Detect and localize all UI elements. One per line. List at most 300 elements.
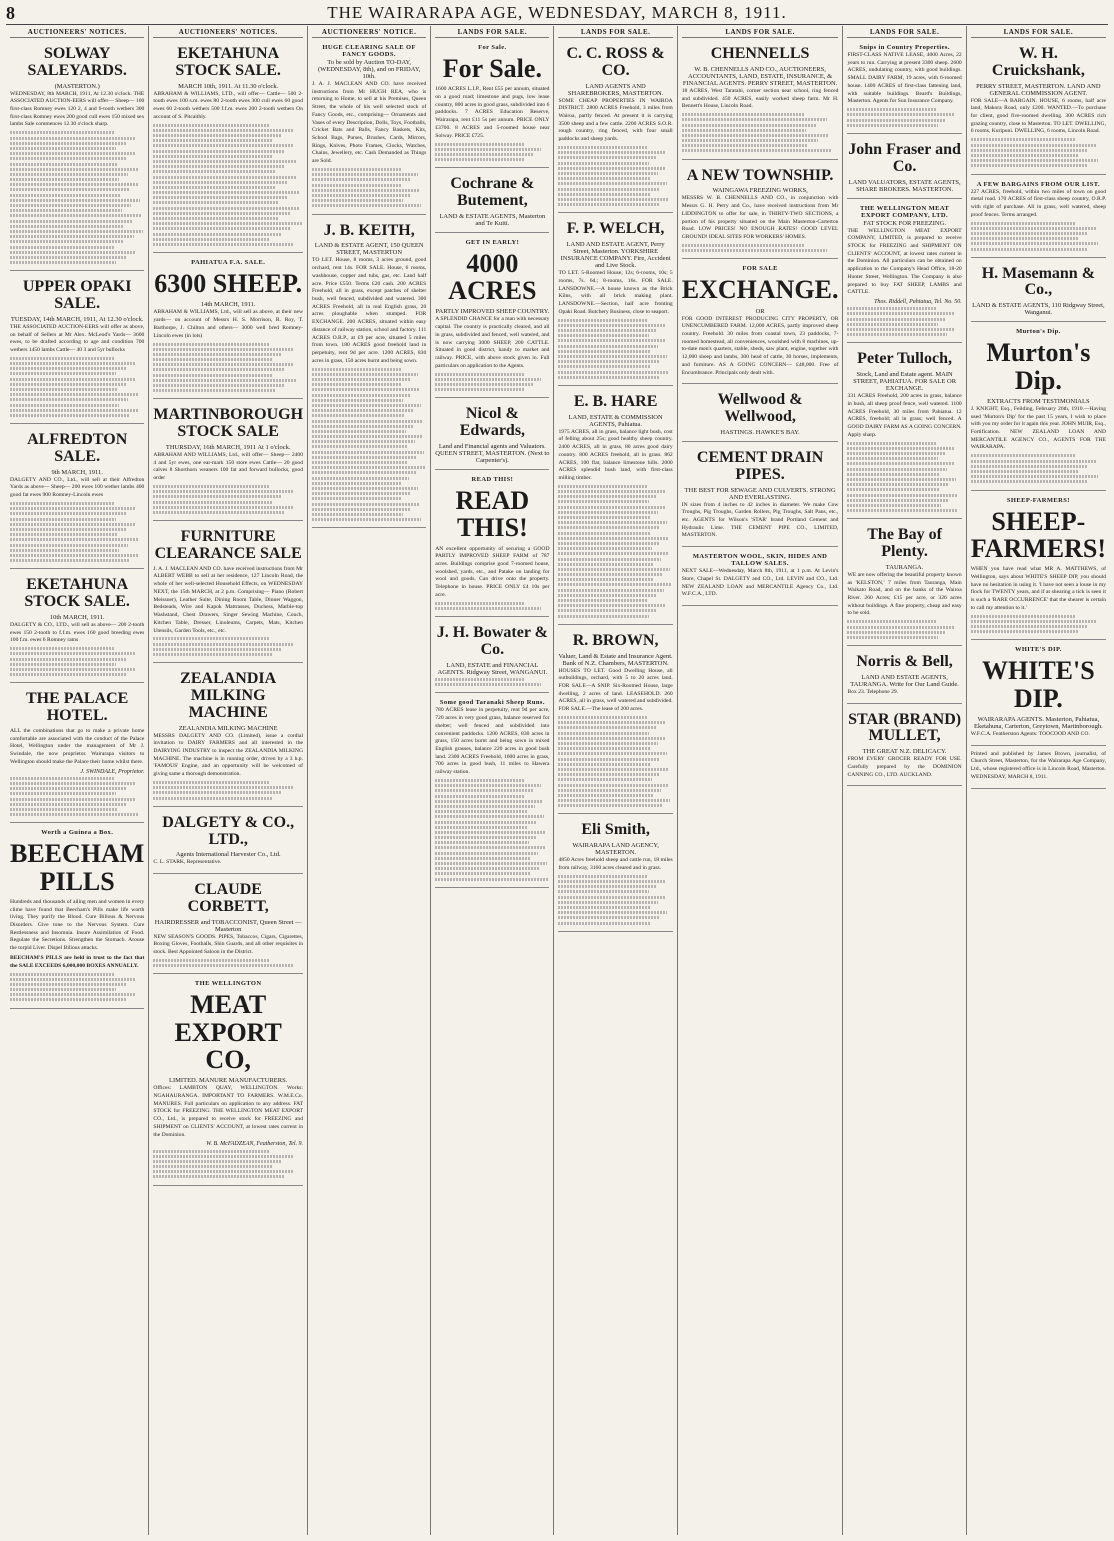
text-line: [682, 144, 807, 147]
ad-body: 1975 ACRES, all in grass, balance light bush, cost of felling about 25s; good healthy sheep country. 2400 ACRES, all in grass, 80 acres good dairy country. 800 ACRES freehold, all in grass. 862 ACRES, 100 flat, balance limestone hills. 2000 ACRES splendid bush land, with first-class milling timber.: [558, 428, 673, 481]
text-line: [558, 167, 665, 170]
text-line: [153, 129, 292, 132]
ad-heading: WHITE'S DIP.: [1014, 646, 1062, 654]
ad-tagline: BEECHAM'S PILLS are held in trust to the fact that the SALE EXCEEDS 6,000,000 BOXES ANNUALLY.: [10, 954, 145, 969]
text-line: [435, 846, 546, 849]
ad-heading: A NEW TOWNSHIP.: [686, 166, 834, 184]
text-line: [558, 799, 670, 802]
text-line: [558, 365, 651, 368]
text-line: [10, 554, 139, 557]
text-line: [10, 194, 120, 197]
filler-text-lines: [847, 108, 961, 127]
ad-body: ABRAHAM AND WILLIAMS, Ltd., will offer— Sheep— 2400 4 and 5yr ewes, one ear-mark 150 store ewes Cattle— 20 good calves 8 Shorthorn weaners 100 fat and forward bullocks, good order: [153, 451, 304, 482]
text-line: [153, 176, 297, 179]
ad-heading: H. Masemann & Co.,: [981, 264, 1096, 299]
text-line: [971, 620, 1097, 623]
filler-text-lines: [435, 143, 549, 162]
text-line: [312, 456, 416, 459]
text-line: [971, 154, 1078, 157]
ad-heading: Peter Tulloch,: [857, 350, 952, 368]
advertisement: [558, 216, 672, 386]
text-line: [558, 547, 652, 550]
advertisement: [971, 178, 1106, 258]
text-line: [10, 393, 138, 396]
text-line: [312, 425, 414, 428]
text-line: [10, 658, 126, 661]
filler-text-lines: [153, 343, 303, 393]
text-line: [435, 784, 541, 787]
text-line: [558, 371, 668, 374]
ad-display-text: 6300 SHEEP.: [154, 269, 303, 299]
text-line: [558, 916, 659, 919]
ad-subheading: EXTRACTS FROM TESTIMONIALS: [987, 397, 1090, 405]
text-line: [10, 409, 139, 412]
advertisement: [558, 628, 672, 815]
text-line: [558, 599, 647, 602]
advertisement: [847, 41, 961, 134]
advertisement: [847, 707, 961, 787]
text-line: [971, 138, 1077, 141]
text-line: [435, 373, 524, 376]
ad-subheading: ZEALANDIA MILKING MACHINE: [178, 724, 278, 732]
text-line: [847, 509, 958, 512]
text-line: [682, 118, 828, 121]
advertisement: [153, 877, 303, 974]
text-line: [971, 237, 1078, 240]
text-line: [558, 721, 664, 724]
filler-text-lines: [435, 779, 549, 881]
advertisement: [682, 550, 839, 606]
ad-subheading: PARTLY IMPROVED SHEEP COUNTRY.: [435, 308, 550, 316]
advertisement: [435, 41, 549, 168]
text-line: [558, 563, 653, 566]
ad-subheading: LAND, ESTATE and FINANCIAL AGENTS. Ridgway Street, WANGANUI.: [437, 661, 548, 676]
ad-display-text: EXCHANGE.: [681, 275, 839, 305]
ad-subheading: LAND & ESTATE AGENTS, 110 Ridgway Street, Wanganui.: [972, 302, 1105, 317]
text-line: [10, 209, 122, 212]
ad-signature: J. SWINDALE, Proprietor.: [80, 768, 145, 775]
text-line: [847, 333, 946, 336]
text-line: [847, 499, 949, 502]
ad-heading: PAHIATUA F.A. SALE.: [191, 259, 266, 267]
text-line: [558, 594, 655, 597]
text-line: [312, 189, 419, 192]
text-line: [558, 172, 657, 175]
text-line: [153, 379, 295, 382]
ad-body: IN sizes from 4 inches to 42 inches in diameter. We make Cow Troughs, Pig Troughs, Garden Rollers, Pig Troughs, Salt Pans, etc., etc. AGENTS for Wilson's 'STAR' brand Portland Cement and Hydraulic Lime. THE CEMENT PIPE CO., LIMITED, MASTERTON.: [681, 501, 839, 539]
text-line: [10, 178, 119, 181]
text-line: [10, 993, 136, 996]
filler-text-lines: [153, 124, 303, 246]
text-line: [312, 204, 421, 207]
text-line: [153, 227, 291, 230]
text-line: [558, 773, 660, 776]
text-line: [558, 880, 664, 883]
ad-body: Hundreds and thousands of ailing men and women in every clime have found that Beecham's Pills make life worth living. They purify the Blood. Cure Bilious & Nervous Disorders. Give tone to the Nervous System. Cure Restlessness and Insomnia. Insure Assimilation of Food. Regulate the Secretions. Strengthen the Stomach. Arouse the torpid Liver. Dispel Bilious attacks.: [10, 898, 145, 952]
text-line: [10, 512, 126, 515]
text-line: [10, 199, 140, 202]
column-6: [678, 26, 844, 1535]
text-line: [558, 568, 670, 571]
text-line: [10, 147, 116, 150]
advertisement: [435, 473, 549, 617]
text-line: [153, 186, 276, 189]
text-line: [971, 149, 1087, 152]
text-line: [10, 362, 135, 365]
text-line: [153, 495, 282, 498]
ad-heading: Eli Smith,: [581, 821, 650, 839]
text-line: [682, 134, 829, 137]
text-line: [558, 521, 667, 524]
text-line: [558, 589, 663, 592]
text-line: [10, 808, 117, 811]
text-line: [312, 394, 411, 397]
ad-signature: W. B. McFADZEAN, Featherston, Tel. 9.: [206, 1141, 304, 1148]
text-line: [153, 791, 282, 794]
column-header: LANDS FOR SALE.: [558, 26, 672, 38]
advertisement: [153, 524, 303, 663]
ad-subheading: HASTINGS. HAWKE'S BAY.: [720, 428, 800, 436]
filler-text-lines: [153, 485, 303, 514]
text-line: [153, 1170, 294, 1173]
ad-body: MESSRS W. B. CHENNELLS AND CO., in conjunction with Messrs G. H. Perry and Co., have received instructions from Mr LIDDINGTON to offer for sale, in THIRTY-TWO SECTIONS, a portion of his property situated on the Main Masterton-Carterton Road. LOW PRICES! NO ENOUGH RATES! GOOD LEVEL GROUND! IDEAL SITES FOR WORKERS' HOMES.: [681, 195, 839, 241]
text-line: [435, 795, 525, 798]
text-line: [153, 150, 283, 153]
text-line: [312, 168, 401, 171]
text-line: [682, 113, 804, 116]
text-line: [312, 199, 403, 202]
text-line: [153, 501, 271, 504]
ad-body: W.F.C.A. Featherston Agents: TOOCOOD AND CO.: [970, 730, 1090, 737]
text-line: [558, 532, 651, 535]
text-line: [10, 378, 136, 381]
text-line: [435, 867, 539, 870]
ad-heading: Nicol & Edwards,: [459, 405, 526, 440]
text-line: [558, 578, 654, 581]
text-line: [10, 792, 116, 795]
filler-text-lines: [971, 138, 1106, 167]
text-line: [10, 137, 135, 140]
text-line: [971, 470, 1078, 473]
text-line: [10, 518, 116, 521]
text-line: [435, 148, 541, 151]
text-line: [312, 508, 411, 511]
text-line: [435, 378, 541, 381]
text-line: [847, 307, 936, 310]
columns: [6, 26, 1110, 1535]
text-line: [312, 420, 422, 423]
ad-body: J. KNIGHT, Esq., Feilding, February 26th, 1910.—Having used 'Murton's Dip' for the past 15 years, I wish to place with you my order for it again this year. JOHN MUIR, Esq., Fortification. NEW ZEALAND LOAN AND MERCANTILE AGENCY CO., AGENTS FOR THE WAIRARAPA.: [970, 405, 1106, 451]
column-3: [308, 26, 431, 1535]
text-line: [10, 357, 115, 360]
text-line: [435, 872, 531, 875]
ad-heading: EKETAHUNA STOCK SALE.: [175, 45, 281, 79]
text-line: [847, 504, 941, 507]
text-line: [153, 490, 292, 493]
ad-body: A SPLENDID CHANCE for a man with necessary capital. The country is practically cleared, and all in grass, subdivided and fenced, well watered, and is now carrying 3000 SHEEP, 200 CATTLE. Situated in good district, handy to market and railway. PRICE, with above stock given in. Full particulars on application to the Agents.: [435, 316, 550, 369]
text-line: [435, 800, 542, 803]
ad-heading: GET IN EARLY!: [465, 238, 520, 246]
ad-heading: THE WELLINGTON: [194, 980, 262, 988]
text-line: [847, 447, 953, 450]
text-line: [847, 488, 940, 491]
ad-subheading: Stock, Land and Estate agent. MAIN STREET, PAHIATUA. FOR SALE OR EXCHANGE.: [853, 371, 957, 393]
filler-text-lines: [435, 602, 549, 610]
ad-heading: EKETAHUNA STOCK SALE.: [24, 576, 130, 611]
ad-heading: THE PALACE HOTEL.: [25, 690, 129, 725]
advertisement: [435, 171, 549, 233]
text-line: [558, 177, 649, 180]
ad-body: THE ASSOCIATED AUCTION-EERS will offer as above, on behalf of Sellers at Mr Alex. McLeod's Yards— 3600 ewes, to be drafted according to age and condition 700 wethers 1450 lambs Cattle— 40 3 and 5yr bullocks: [10, 323, 145, 353]
column-header: AUCTIONEERS' NOTICES.: [10, 26, 144, 38]
text-line: [847, 457, 937, 460]
column-8: [967, 26, 1110, 1535]
text-line: [312, 497, 402, 500]
text-line: [153, 212, 289, 215]
text-line: [435, 678, 524, 681]
ad-body: DALGETY & CO., LTD., will sell as above— 200 2-tooth ewes 150 2-tooth to f.f.m. ewes 160 good breeding ewes 100 f.m. ewes 6 Romney rams: [10, 621, 145, 644]
text-line: [153, 170, 274, 173]
filler-text-lines: [558, 319, 672, 379]
ad-body: Box 23. Telephone 29.: [847, 688, 899, 695]
ad-subheading: W. B. CHENNELLS AND CO., AUCTIONEERS, ACCOUNTANTS, LAND, ESTATE, INSURANCE, & FINANCIAL AGENTS. PERRY STREET, MASTERTON.: [682, 65, 838, 87]
advertisement: [153, 41, 303, 253]
text-line: [10, 544, 128, 547]
text-line: [847, 452, 945, 455]
ad-body: SOME CHEAP PROPERTIES IN WAIROA DISTRICT. 2800 ACRES Freehold, 3 miles from Wairoa, partly fenced. At present it is carrying 3500 sheep and a few cattle. 2200 ACRES S.O.R. rough country, ring fenced, with four small paddocks and sheep yards.: [558, 97, 673, 143]
advertisement: [10, 572, 144, 683]
text-line: [558, 542, 660, 545]
text-line: [847, 312, 953, 315]
advertisement: [153, 810, 303, 874]
text-line: [312, 471, 417, 474]
ad-subheading: LAND VALUATORS, ESTATE AGENTS, SHARE BROKERS. MASTERTON.: [848, 178, 961, 193]
ad-heading: MARTINBOROUGH STOCK SALE: [153, 406, 304, 441]
ad-body: C. L. STARK, Representative.: [153, 859, 222, 866]
text-line: [435, 789, 533, 792]
text-line: [10, 168, 138, 171]
text-line: [10, 230, 143, 233]
filler-text-lines: [558, 485, 672, 618]
text-line: [558, 319, 647, 322]
ad-subheading: LAND AND ESTATE AGENTS, TAURANGA. Write for Our Land Guide.: [850, 673, 959, 688]
text-line: [971, 615, 1077, 618]
ad-subheading: LAND & ESTATE AGENTS, Masterton and Te Kuiti.: [439, 212, 546, 227]
ad-body: 18 ACRES, West Taratahi, corner section near school, ring fenced and subdivided. 450 ACRES, easily worked sheep farm. Mr H. Bennett's House, Lincoln Road.: [681, 87, 839, 110]
filler-text-lines: [10, 647, 144, 676]
text-line: [435, 831, 545, 834]
text-line: [153, 348, 292, 351]
text-line: [558, 784, 669, 787]
ad-heading: Worth a Guinea a Box.: [41, 829, 114, 837]
text-line: [435, 383, 533, 386]
text-line: [558, 339, 665, 342]
filler-text-lines: [10, 973, 144, 1002]
text-line: [10, 507, 135, 510]
advertisement: [847, 522, 961, 646]
filler-text-lines: [312, 368, 426, 521]
text-line: [558, 516, 649, 519]
text-line: [971, 242, 1098, 245]
ad-body: J. A. J. MACLEAN AND CO. have received instructions from Mr HUGH REA, who is returning to Home, to sell at his Premises, Queen Street, the whole of his well selected stock of Fancy Goods, etc., comprising— Ornaments and Vases of every Description, Dolls, Toys, Footballs, Cricket Bats and Balls, Fancy Baskets, Kits, School Bags, Purses, Brushes, Cards, Mirrors, Rings, Knives, Photo Frames, Clocks, Watches, Chains, Jewellery, etc. Cash Demanded as Things are Sold.: [312, 81, 427, 165]
ad-subheading: To be sold by Auction TO-DAY, (WEDNESDAY, 8th), and on FRIDAY, 10th.: [317, 59, 421, 80]
ad-subheading: Agents International Harvester Co., Ltd.: [175, 851, 281, 859]
advertisement: [558, 817, 672, 931]
ad-body: ALL the combinations that go to make a private home comfortable are associated with the conduct of the Palace Hotel, Wellington under the management of Mr J. Swindale, the now proprietor. Wairarapa visitors to Wellington should make the Palace their home whilst there.: [10, 728, 145, 765]
ad-body: Printed and published by James Brown, journalist, of Church Street, Masterton, for the Wairarapa Age Company, Ltd., whose registered office is in Lincoln Road, Masterton. WEDNESDAY, MARCH 8, 1911.: [970, 750, 1106, 780]
ad-body: DALGETY AND CO., Ltd., will sell at their Alfredton Yards as above— Sheep— 200 ewes 100 wether lambs 400 good fat ewes 900 Romney-Lincoln ewes: [10, 476, 145, 499]
ad-subheading: Valuer, Land & Estate and Insurance Agent. Bank of N.Z. Chambers, MASTERTON.: [558, 652, 673, 667]
ad-body: FIRST-CLASS NATIVE LEASE, 4000 Acres, 22 years to run. Carrying at present 3300 sheep. 2600 ACRES, undulating country, with good buildings. SMALL DAIRY FARM, 19 acres, with 6-roomed house. 1400 ACRES of first-class fattening land, with suitable buildings. Beard's Buildings, Masterton. Agents for Sun Insurance Company.: [847, 52, 962, 105]
text-line: [971, 164, 1089, 167]
column-header: LANDS FOR SALE.: [682, 26, 839, 38]
text-line: [153, 238, 270, 241]
text-line: [312, 503, 419, 506]
text-line: [435, 841, 529, 844]
ad-subheading: MARCH 10th, 1911. At 11.30 o'clock.: [178, 82, 279, 90]
text-line: [10, 367, 126, 370]
text-line: [435, 815, 544, 818]
text-line: [10, 502, 115, 505]
text-line: [153, 139, 271, 142]
ad-body: NEW SEASON'S GOODS. PIPES, Tobaccos, Cigars, Cigarettes, Boxing Gloves, Footballs, Shin Guards, and all other requisites in stock. Best Appointed Saloon in the District.: [153, 933, 304, 956]
text-line: [435, 158, 525, 161]
ad-subheading: HAIRDRESSER and TOBACCONIST, Queen Street — Masterton: [154, 918, 302, 933]
text-line: [558, 615, 648, 618]
ad-body: ABRAHAM & WILLIAMS, Ltd., will sell as above, at their new yards— on account of Messrs H. S. Morrison, R. Roy, T. Barthorpe, J. Chilton and others— 3000 well bred Romney-Lincoln ewes (in lots): [153, 309, 304, 339]
text-line: [10, 538, 138, 541]
text-line: [10, 246, 115, 249]
ad-subheading: LAND & ESTATE AGENT, 150 QUEEN STREET, MASTERTON: [314, 242, 424, 257]
text-line: [312, 440, 415, 443]
text-line: [435, 826, 528, 829]
text-line: [847, 113, 953, 116]
text-line: [971, 625, 1087, 628]
filler-text-lines: [558, 146, 672, 206]
text-line: [153, 786, 292, 789]
text-line: [312, 477, 409, 480]
text-line: [847, 483, 948, 486]
ad-subheading: THURSDAY, 16th MARCH, 1911 At 1 o'clock.: [165, 443, 291, 451]
text-line: [312, 373, 418, 376]
text-line: [847, 119, 945, 122]
advertisement: [971, 494, 1106, 641]
column-header: LANDS FOR SALE.: [971, 26, 1106, 38]
ad-heading: ZEALANDIA MILKING MACHINE: [180, 670, 277, 721]
text-line: [312, 451, 424, 454]
text-line: [153, 353, 282, 356]
ad-signature: Thos. Riddell, Pahiatua, Tel. No. 50.: [874, 299, 962, 306]
ad-subheading: (MASTERTON.): [54, 82, 100, 90]
ad-subheading: WAIRARAPA AGENTS. Masterton, Pahiatua, Eketahuna, Carterton, Greytown, Martinborough.: [974, 715, 1103, 730]
text-line: [847, 328, 954, 331]
filler-text-lines: [971, 222, 1106, 251]
text-line: [153, 648, 282, 651]
text-line: [312, 378, 410, 381]
ad-body: HOUSES TO LET. Good Dwelling House, all outbuildings, orchard, with 5 to 20 acres land. FOR SALE—A SNIP. Six-Roomed House, large dwelling, 2 acres of land. LEASEHOLD. 260 ACRES, all in grass, well watered and subdivided. FOR SALE.—The lease of 200 acres.: [558, 667, 673, 713]
text-line: [847, 636, 937, 639]
ad-display-text: READ THIS!: [455, 486, 530, 543]
text-line: [10, 251, 135, 254]
text-line: [10, 983, 126, 986]
text-line: [971, 480, 1089, 483]
text-line: [10, 220, 132, 223]
text-line: [847, 323, 937, 326]
ad-body: 1600 ACRES L.I.P., Rent £55 per annum, situated on a good road; limestone and pugs, low lease country, 800 acres in good grass, subdivided into 6 paddocks. 7 ACRES Education Reserve, Wairarapa, rent £11 5s per annum. PRICE ONLY £3700. 8 ACRES and 5-roomed house near Solway. PRICE £725.: [435, 86, 550, 139]
text-line: [971, 454, 1077, 457]
text-line: [10, 803, 127, 806]
ad-body: ABRAHAM & WILLIAMS, LTD., will offer— Cattle— 500 2-tooth ewes 100 s.m. ewes 80 2-tooth ewes 300 cull ewes 60 good ewes 60 2-tooth wethers 500 f.f.m. ewes 200 2-tooth wethers On account of S. Pitcaithly.: [153, 90, 304, 120]
filler-text-lines: [435, 373, 549, 392]
text-line: [558, 485, 647, 488]
text-line: [847, 631, 945, 634]
ad-heading: DALGETY & CO., LTD.,: [162, 813, 295, 848]
text-line: [435, 683, 541, 686]
text-line: [153, 389, 274, 392]
ad-subheading: FAT STOCK FOR FREEZING.: [863, 219, 946, 227]
text-line: [10, 663, 116, 666]
ad-heading: Murton's Dip.: [1016, 328, 1061, 336]
ad-heading: C. C. ROSS & CO.: [566, 45, 665, 79]
text-line: [558, 794, 653, 797]
text-line: [558, 203, 660, 206]
text-line: [10, 533, 117, 536]
ad-heading: Snips in Country Properties.: [859, 44, 950, 51]
ad-body: MESSRS DALGETY AND CO. (Limited), issue a cordial invitation to DAIRY FARMERS and all interested in the DAIRYING INDUSTRY to inspect the ZEALANDIA MILKING MACHINE. The machine is in running order, driven by a 3 h.p. 'FAMOUS' Engine, and an opportunity will be welcomed of giving same a thorough demonstration.: [153, 732, 304, 778]
ad-display-text: For Sale.: [442, 54, 542, 83]
text-line: [971, 475, 1098, 478]
text-line: [435, 836, 537, 839]
text-line: [971, 227, 1097, 230]
text-line: [847, 478, 956, 481]
ad-heading: E. B. HARE: [573, 392, 658, 410]
ad-display-text: MEAT EXPORT CO,: [174, 990, 282, 1075]
column-header: AUCTIONEERS' NOTICE.: [312, 26, 426, 38]
filler-text-lines: [312, 168, 426, 207]
text-line: [558, 778, 652, 781]
advertisement: [10, 826, 144, 1008]
text-line: [312, 388, 419, 391]
ad-heading: FOR SALE: [742, 265, 778, 273]
ad-display-text: Murton's Dip.: [986, 338, 1091, 395]
filler-text-lines: [10, 357, 144, 417]
text-line: [10, 782, 135, 785]
ad-display-text: 4000 ACRES: [448, 248, 537, 306]
ad-display-text: SHEEP-FARMERS!: [970, 506, 1106, 563]
text-line: [435, 779, 524, 782]
filler-text-lines: [847, 307, 961, 336]
text-line: [558, 537, 668, 540]
text-line: [847, 442, 936, 445]
text-line: [10, 157, 127, 160]
text-line: [10, 777, 115, 780]
text-line: [435, 602, 524, 605]
text-line: [10, 787, 126, 790]
text-line: [153, 233, 280, 236]
advertisement: [971, 325, 1106, 490]
ad-heading: SHEEP-FARMERS!: [1006, 496, 1070, 504]
page-number: 8: [6, 2, 15, 23]
ad-body: 227 ACRES, freehold, within two miles of town on good metal road. 170 ACRES of first-class sheep country, O.R.P. with right of purchase. All in grass, well watered, sheep proof fences. Terms arranged.: [970, 188, 1106, 218]
filler-text-lines: [435, 678, 549, 686]
advertisement: [10, 686, 144, 823]
text-line: [435, 143, 524, 146]
ad-body: Offices: LAMBTON QUAY, WELLINGTON. Works: NGAHAURANGA. IMPORTANT TO FARMERS. W.M.E.Co. MANURES. Full particulars on application to any address. FAT STOCK for FREEZING. THE WELLINGTON MEAT EXPORT CO., Ltd., is prepared to receive stock for FREEZING and SHIPMENT on CLIENTS' ACCOUNT, at lowest rates current in the Dominion.: [153, 1085, 304, 1138]
text-line: [153, 1165, 271, 1168]
text-line: [10, 173, 128, 176]
text-line: [558, 345, 657, 348]
column-7: [843, 26, 966, 1535]
